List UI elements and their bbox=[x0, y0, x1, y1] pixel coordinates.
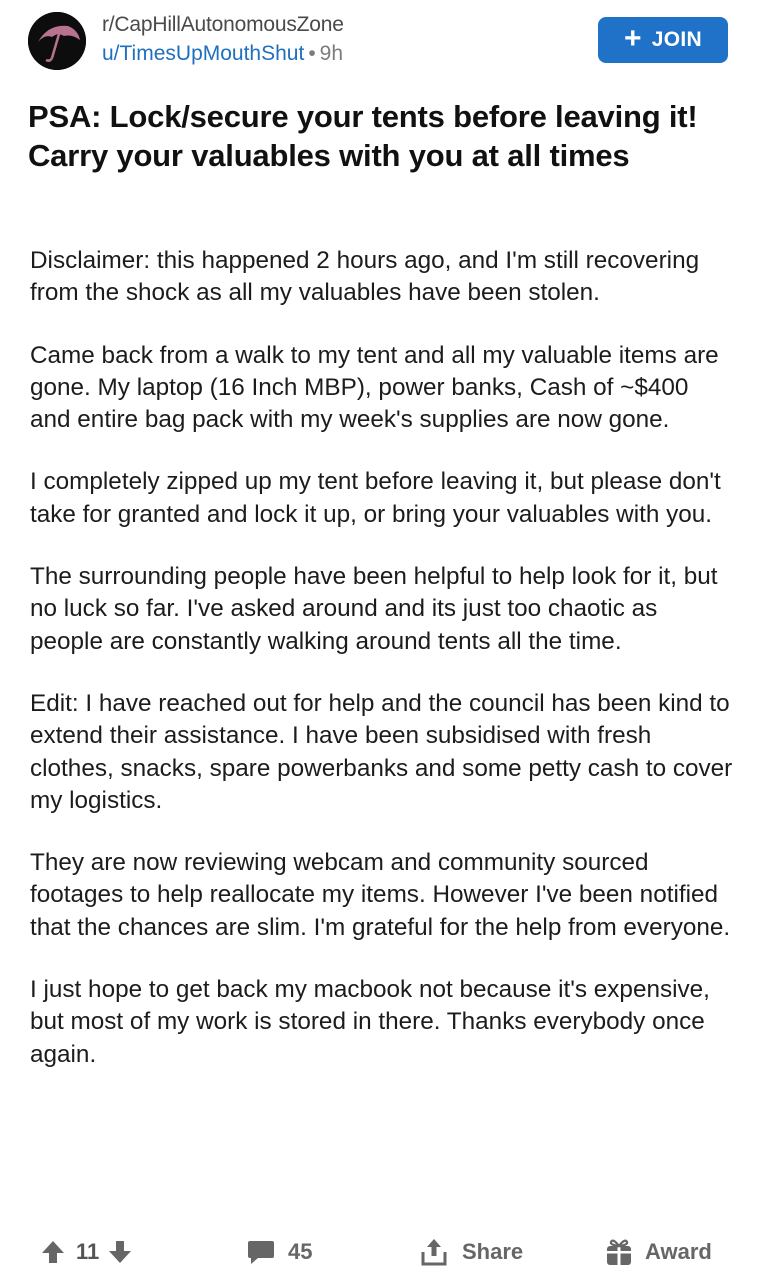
vote-score: 11 bbox=[76, 1239, 100, 1264]
plus-icon: + bbox=[623, 22, 642, 55]
arrow-up-icon[interactable] bbox=[40, 1239, 66, 1265]
subreddit-avatar[interactable] bbox=[28, 12, 86, 70]
post-paragraph: Came back from a walk to my tent and all my valuable items are gone. My laptop (16 Inch MBP), power banks, Cash of ~$400 and entire bag pack with my week's supplies are now gone. bbox=[30, 341, 719, 434]
post-header bbox=[28, 10, 730, 72]
arrow-down-icon[interactable] bbox=[107, 1239, 133, 1265]
share-label: Share bbox=[462, 1239, 524, 1264]
post-body bbox=[30, 245, 735, 1071]
join-label: JOIN bbox=[651, 28, 703, 51]
post-paragraph: I just hope to get back my macbook not because it's expensive, but most of my work is stored in there. Thanks everybody once again. bbox=[30, 976, 710, 1068]
award-label: Award bbox=[645, 1239, 712, 1264]
post-paragraph: Disclaimer: this happened 2 hours ago, and I'm still recovering from the shock as all my valuables have been stolen. bbox=[30, 247, 700, 307]
post-paragraph: The surrounding people have been helpful to help look for it, but no luck so far. I've asked around and its just too chaotic as people are constantly walking around tents all the time. bbox=[30, 563, 718, 655]
vote-control bbox=[40, 1232, 133, 1272]
gift-icon bbox=[605, 1237, 633, 1267]
author-line bbox=[102, 40, 344, 68]
post-paragraph: Edit: I have reached out for help and the council has been kind to extend their assistance. I have been subsidised with fresh clothes, snacks, spare powerbanks and some petty cash to cover my logistics. bbox=[30, 689, 733, 814]
post-paragraph: I completely zipped up my tent before leaving it, but please don't take for granted and lock it up, or bring your valuables with you. bbox=[30, 468, 721, 528]
action-bar bbox=[40, 1232, 730, 1272]
join-button[interactable] bbox=[598, 17, 728, 63]
subreddit-name[interactable]: r/CapHillAutonomousZone bbox=[102, 13, 344, 36]
author-name[interactable]: u/TimesUpMouthShut bbox=[102, 42, 305, 65]
comments-button[interactable] bbox=[246, 1232, 312, 1272]
comment-bubble-icon bbox=[246, 1238, 276, 1266]
comment-count: 45 bbox=[288, 1239, 313, 1264]
post-paragraph: They are now reviewing webcam and community sourced footages to help reallocate my items. However I've been notified that the chances are slim. I'm grateful for the help from everyone. bbox=[30, 849, 731, 941]
post-meta bbox=[102, 12, 344, 68]
meta-separator: • bbox=[308, 42, 316, 65]
share-button[interactable] bbox=[420, 1232, 523, 1272]
share-icon bbox=[420, 1237, 448, 1267]
post-title: PSA: Lock/secure your tents before leaving it! Carry your valuables with you at all times bbox=[28, 99, 698, 173]
umbrella-icon bbox=[28, 12, 86, 70]
post-time: 9h bbox=[319, 42, 344, 65]
award-button[interactable] bbox=[605, 1232, 712, 1272]
